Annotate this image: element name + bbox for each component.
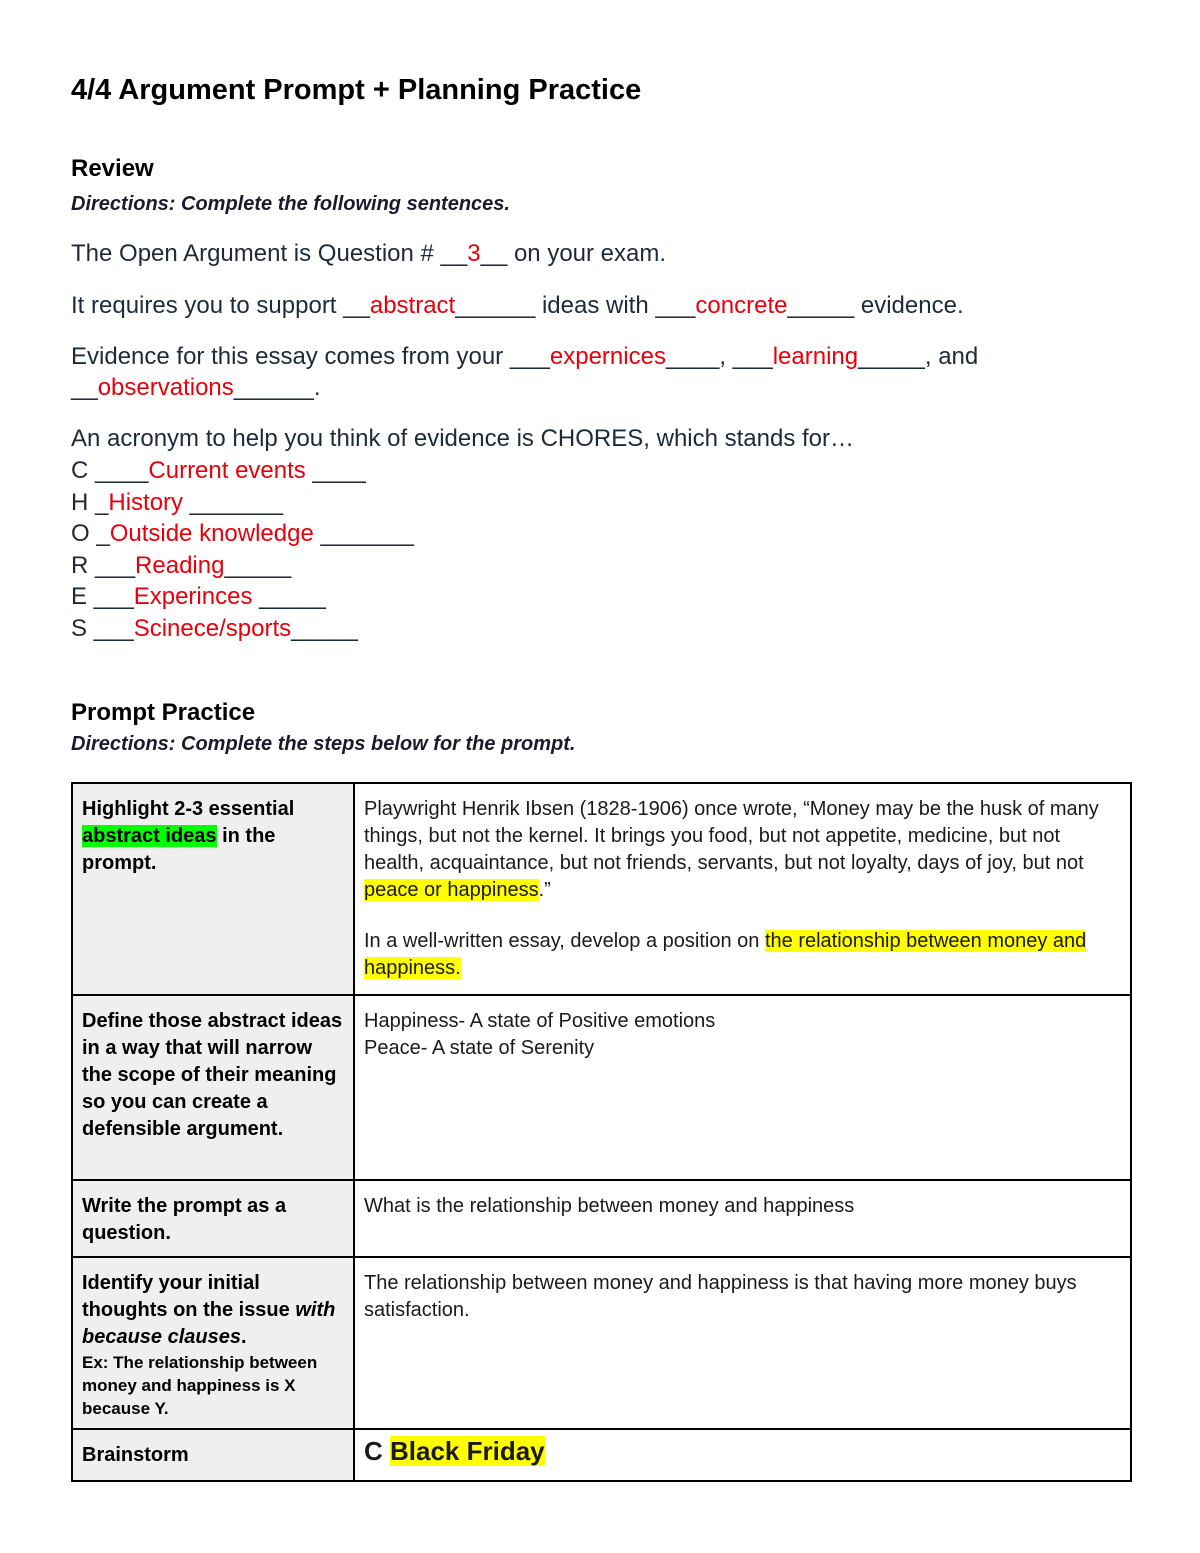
question-cell: What is the relationship between money and happiness <box>354 1180 1131 1257</box>
definition-happiness: Happiness- A state of Positive emotions <box>364 1010 716 1032</box>
answer-learning: learning <box>772 343 859 370</box>
brainstorm-cell <box>354 1429 1131 1481</box>
chores-letter: C ____ <box>71 457 149 484</box>
answer-abstract: abstract <box>369 292 456 319</box>
row-label-define: Define those abstract ideas in a way that will narrow the scope of their meaning so you can create a defensible argument. <box>72 995 354 1180</box>
label-highlight: abstract ideas <box>82 825 217 847</box>
prompt-practice-table <box>71 782 1132 1482</box>
chores-answer: Outside knowledge <box>109 520 314 548</box>
sentence-text: It requires you to support __ <box>71 292 370 319</box>
review-directions: Directions: Complete the following sentences. <box>71 193 510 215</box>
brainstorm-value: Black Friday <box>390 1436 545 1466</box>
chores-letter: E ___ <box>71 583 134 611</box>
definitions-cell <box>354 995 1131 1180</box>
quote-text: Playwright Henrik Ibsen (1828-1906) once wrote, “Money may be the husk of many things, but not the kernel. It brings you food, but not appetite, medicine, but not health, acquaintance, but not friends, servants, but not loyalty, days of joy, but not <box>364 798 1099 874</box>
chores-answer: Reading <box>135 551 225 579</box>
sentence-text: ______. <box>233 374 321 401</box>
highlight-peace-happiness: peace or happiness <box>364 879 539 901</box>
label-text: Highlight 2-3 essential <box>82 798 295 820</box>
label-text: Identify your initial thoughts on the issue <box>82 1272 296 1321</box>
sentence-text: Evidence for this essay comes from your ___ <box>71 343 550 370</box>
chores-letter: O _ <box>71 520 110 548</box>
chores-letter: R ___ <box>71 551 136 579</box>
chores-item-h <box>71 487 414 519</box>
brainstorm-letter: C <box>364 1436 390 1466</box>
sentence-text: _____, and <box>858 343 979 370</box>
prompt-quote <box>364 796 1121 904</box>
row-label-question: Write the prompt as a question. <box>72 1180 354 1257</box>
chores-blank: _______ <box>183 488 284 516</box>
sentence-text: __ <box>71 374 98 401</box>
chores-blank: ____ <box>305 457 366 484</box>
row-label-highlight <box>72 783 354 995</box>
table-row <box>72 783 1131 995</box>
initial-thoughts-cell: The relationship between money and happiness is that having more money buys satisfaction. <box>354 1257 1131 1429</box>
chores-item-e <box>71 581 414 613</box>
row-label-initial-thoughts <box>72 1257 354 1429</box>
chores-item-r <box>71 550 414 582</box>
table-row <box>72 1180 1131 1257</box>
answer-question-number: 3 <box>467 240 481 267</box>
answer-concrete: concrete <box>695 292 788 319</box>
prompt-practice-directions: Directions: Complete the steps below for the prompt. <box>71 733 576 755</box>
chores-answer: Experinces <box>133 583 253 611</box>
sentence-question-number <box>71 238 666 269</box>
definition-peace: Peace- A state of Serenity <box>364 1037 595 1059</box>
chores-letter: S ___ <box>71 614 134 642</box>
chores-item-c <box>71 455 414 487</box>
sentence-text: The Open Argument is Question # __ <box>71 240 468 267</box>
task-text: In a well-written essay, develop a position on <box>364 930 765 952</box>
chores-blank: _____ <box>291 614 358 642</box>
chores-blank: _______ <box>313 520 414 548</box>
sentence-text: __ on your exam. <box>480 240 667 267</box>
paragraph-gap <box>364 904 1121 928</box>
chores-letter: H _ <box>71 488 109 516</box>
chores-answer: History <box>108 488 184 516</box>
prompt-task <box>364 928 1121 982</box>
label-italic: with because clauses <box>82 1299 336 1348</box>
table-row <box>72 995 1131 1180</box>
chores-item-o <box>71 518 414 550</box>
sentence-abstract-concrete <box>71 290 964 321</box>
review-heading: Review <box>71 155 154 182</box>
chores-blank: _____ <box>252 583 326 611</box>
page-title: 4/4 Argument Prompt + Planning Practice <box>71 74 642 106</box>
highlight-relationship: the relationship between money and happiness. <box>364 930 1087 979</box>
sentence-text: _____ evidence. <box>787 292 964 319</box>
answer-experiences: expernices <box>549 343 666 370</box>
sentence-evidence-sources-cont <box>71 372 321 403</box>
prompt-text-cell <box>354 783 1131 995</box>
sentence-acronym: An acronym to help you think of evidence is CHORES, which stands for… <box>71 425 855 452</box>
sentence-evidence-sources <box>71 341 978 372</box>
label-text: in the prompt. <box>82 825 276 874</box>
label-example: Ex: The relationship between money and happiness is X because Y. <box>82 1353 318 1418</box>
answer-observations: observations <box>97 374 234 401</box>
label-text: . <box>241 1326 247 1348</box>
chores-list <box>71 455 414 645</box>
quote-text: .” <box>538 879 551 901</box>
prompt-practice-heading: Prompt Practice <box>71 699 256 726</box>
table-row <box>72 1257 1131 1429</box>
sentence-text: ____, ___ <box>665 343 773 370</box>
chores-item-s <box>71 613 414 645</box>
chores-answer: Scinece/sports <box>133 614 292 642</box>
sentence-text: ______ ideas with ___ <box>455 292 696 319</box>
chores-blank: _____ <box>224 551 292 579</box>
chores-answer: Current events <box>148 457 306 484</box>
row-label-brainstorm: Brainstorm <box>72 1429 354 1481</box>
table-row <box>72 1429 1131 1481</box>
